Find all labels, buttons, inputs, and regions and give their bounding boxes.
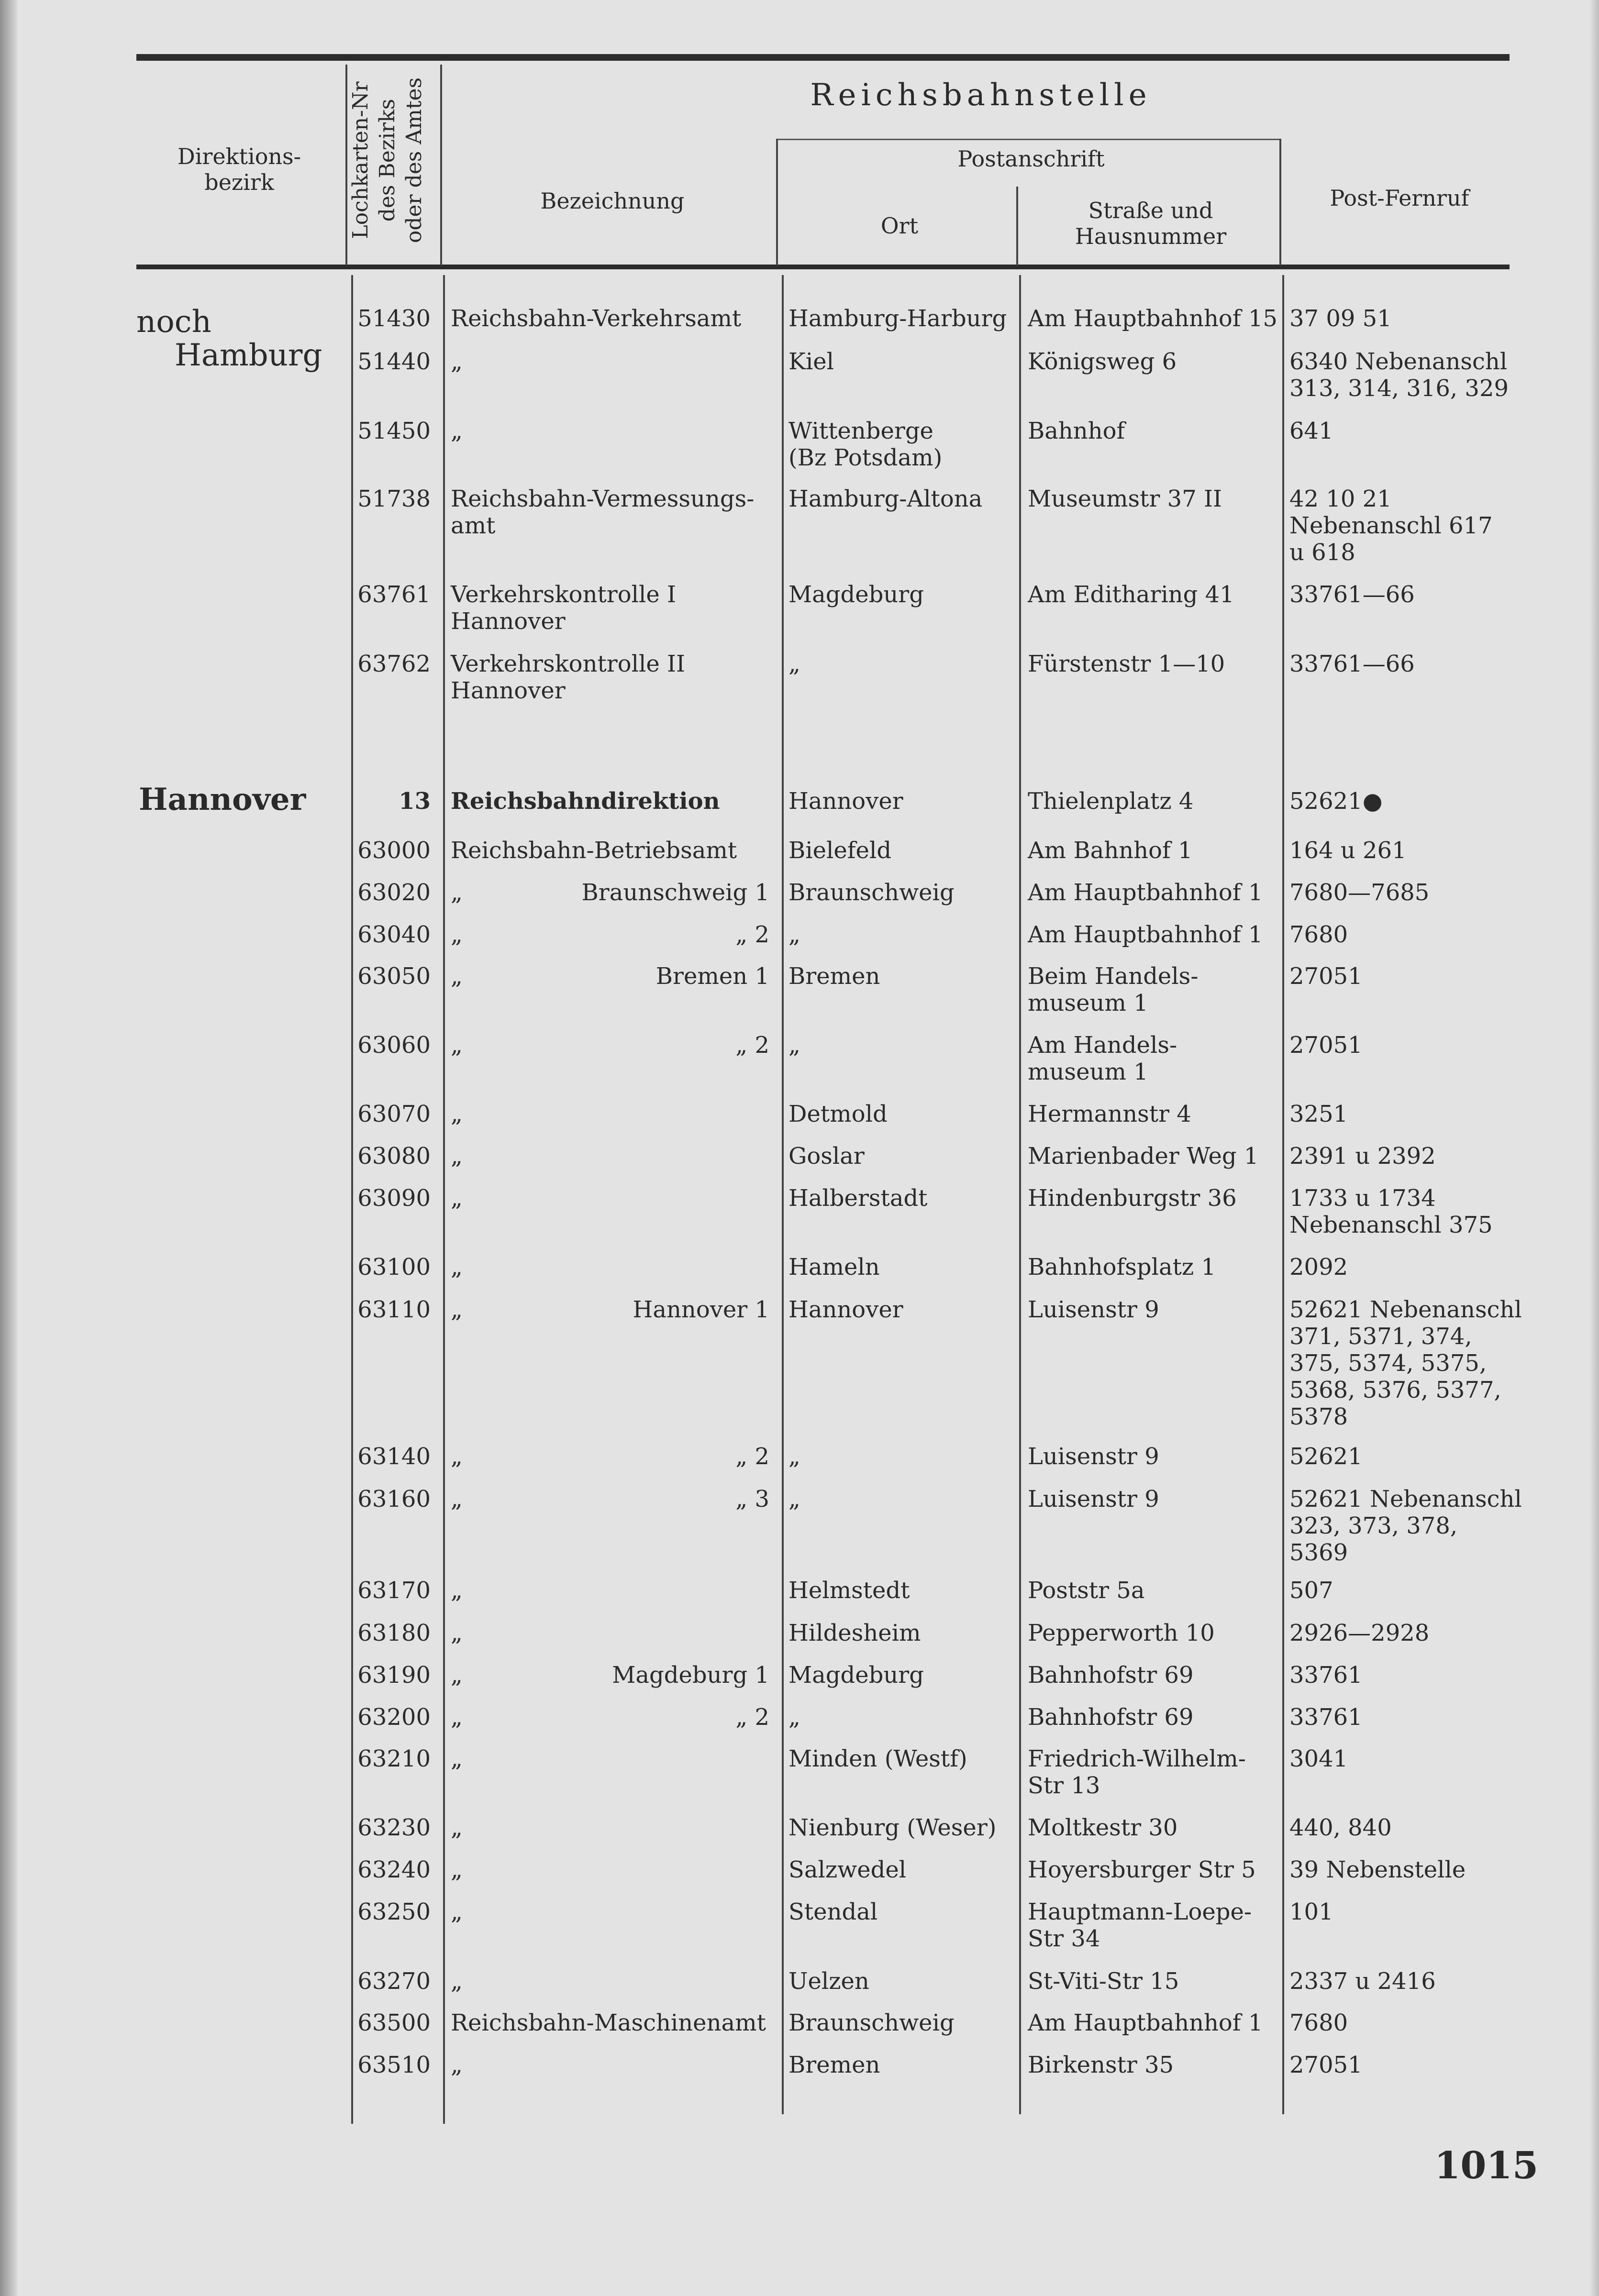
bezeichnung-zusatz: „ 2 bbox=[735, 1704, 769, 1731]
bezeichnung: „ bbox=[451, 1254, 463, 1280]
strasse: Luisenstr 9 bbox=[1028, 1486, 1159, 1512]
header-bezeichnung: Bezeichnung bbox=[540, 188, 685, 214]
ort: Magdeburg bbox=[788, 1662, 924, 1689]
bezeichnung-zusatz: „ 3 bbox=[735, 1486, 769, 1512]
bezeichnung: „ bbox=[451, 2052, 463, 2078]
lochkarten-nr: 63060 bbox=[357, 1032, 431, 1059]
lochkarten-nr: 51738 bbox=[357, 486, 431, 512]
header-bottom-rule bbox=[136, 265, 1510, 269]
lochkarten-nr: 51440 bbox=[357, 348, 431, 375]
strasse: Hermannstr 4 bbox=[1028, 1101, 1191, 1127]
lochkarten-nr: 63761 bbox=[357, 581, 431, 608]
fernruf: 2092 bbox=[1289, 1254, 1348, 1280]
page-binding-shadow bbox=[0, 0, 17, 2296]
bezeichnung: „ bbox=[451, 879, 463, 906]
bezeichnung: „ bbox=[451, 963, 463, 990]
column-rule bbox=[443, 275, 445, 2124]
table-title: Reichsbahnstelle bbox=[810, 77, 1152, 113]
strasse: Bahnhof bbox=[1028, 418, 1125, 444]
lochkarten-nr: 63180 bbox=[357, 1620, 431, 1646]
strasse: Moltkestr 30 bbox=[1028, 1814, 1178, 1841]
lochkarten-nr: 63200 bbox=[357, 1704, 431, 1731]
strasse: Thielenplatz 4 bbox=[1028, 788, 1194, 815]
strasse: Marienbader Weg 1 bbox=[1028, 1143, 1259, 1170]
ort: „ bbox=[788, 921, 800, 948]
strasse: Bahnhofstr 69 bbox=[1028, 1662, 1194, 1689]
fernruf: 3041 bbox=[1289, 1745, 1348, 1772]
strasse: Bahnhofsplatz 1 bbox=[1028, 1254, 1216, 1280]
bezeichnung: „ bbox=[451, 1101, 463, 1127]
lochkarten-nr: 63230 bbox=[357, 1814, 431, 1841]
lochkarten-nr: 63110 bbox=[357, 1296, 431, 1323]
section-label: noch bbox=[136, 304, 211, 340]
ort: Hildesheim bbox=[788, 1620, 921, 1646]
bezeichnung: „ bbox=[451, 1899, 463, 1925]
header-vrule bbox=[776, 139, 778, 265]
bezeichnung: „ bbox=[451, 1143, 463, 1170]
lochkarten-nr: 51450 bbox=[357, 418, 431, 444]
fernruf: 164 u 261 bbox=[1289, 837, 1407, 864]
ort: „ bbox=[788, 651, 800, 677]
page-number: 1015 bbox=[1434, 2144, 1539, 2187]
top-rule bbox=[136, 54, 1510, 61]
strasse: Luisenstr 9 bbox=[1028, 1443, 1159, 1470]
lochkarten-nr: 63040 bbox=[357, 921, 431, 948]
bezeichnung: „ bbox=[451, 1486, 463, 1512]
bezeichnung: „ bbox=[451, 921, 463, 948]
fernruf: 440, 840 bbox=[1289, 1814, 1392, 1841]
lochkarten-nr: 63100 bbox=[357, 1254, 431, 1280]
strasse: Hoyersburger Str 5 bbox=[1028, 1856, 1256, 1883]
bezeichnung: „ bbox=[451, 1662, 463, 1689]
fernruf: 7680 bbox=[1289, 921, 1348, 948]
strasse: Am Handels- museum 1 bbox=[1028, 1032, 1177, 1085]
ort: Detmold bbox=[788, 1101, 888, 1127]
fernruf: 2926—2928 bbox=[1289, 1620, 1430, 1646]
bezeichnung: „ bbox=[451, 1620, 463, 1646]
ort: Hameln bbox=[788, 1254, 880, 1280]
bezeichnung: Reichsbahn-Verkehrsamt bbox=[451, 305, 742, 332]
lochkarten-nr: 13 bbox=[399, 788, 431, 815]
lochkarten-nr: 63510 bbox=[357, 2052, 431, 2078]
strasse: Am Hauptbahnhof 1 bbox=[1028, 2009, 1263, 2036]
bezeichnung-zusatz: Braunschweig 1 bbox=[581, 879, 769, 906]
strasse: Luisenstr 9 bbox=[1028, 1296, 1159, 1323]
ort: Braunschweig bbox=[788, 879, 955, 906]
lochkarten-nr: 63070 bbox=[357, 1101, 431, 1127]
bezeichnung: „ bbox=[451, 1745, 463, 1772]
ort: Uelzen bbox=[788, 1968, 869, 1995]
strasse: Hauptmann-Loepe- Str 34 bbox=[1028, 1899, 1252, 1952]
lochkarten-nr: 63020 bbox=[357, 879, 431, 906]
bezeichnung-zusatz: Hannover 1 bbox=[633, 1296, 769, 1323]
fernruf: 52621● bbox=[1289, 788, 1383, 815]
fernruf: 101 bbox=[1289, 1899, 1333, 1925]
ort: „ bbox=[788, 1443, 800, 1470]
ort: Bremen bbox=[788, 963, 880, 990]
lochkarten-nr: 63500 bbox=[357, 2009, 431, 2036]
fernruf: 27051 bbox=[1289, 963, 1363, 990]
header-postanschrift: Postanschrift bbox=[957, 146, 1105, 172]
fernruf: 7680 bbox=[1289, 2009, 1348, 2036]
header-strasse: Straße und Hausnummer bbox=[1075, 198, 1227, 249]
column-rule bbox=[782, 275, 784, 2114]
fernruf: 37 09 51 bbox=[1289, 305, 1392, 332]
fernruf: 52621 Nebenanschl 323, 373, 378, 5369 bbox=[1289, 1486, 1522, 1566]
lochkarten-nr: 63080 bbox=[357, 1143, 431, 1170]
fernruf: 1733 u 1734 Nebenanschl 375 bbox=[1289, 1185, 1493, 1238]
fernruf: 33761 bbox=[1289, 1704, 1363, 1731]
header-vrule bbox=[440, 65, 442, 265]
fernruf: 33761—66 bbox=[1289, 581, 1415, 608]
lochkarten-nr: 63210 bbox=[357, 1745, 431, 1772]
section-label: Hamburg bbox=[175, 338, 322, 373]
fernruf: 52621 Nebenanschl 371, 5371, 374, 375, 5374, 5375, 5368, 5376, 5377, 5378 bbox=[1289, 1296, 1522, 1430]
lochkarten-nr: 63762 bbox=[357, 651, 431, 677]
bezeichnung: „ bbox=[451, 1814, 463, 1841]
bezeichnung: „ bbox=[451, 1577, 463, 1604]
bezeichnung: Reichsbahn-Betriebsamt bbox=[451, 837, 737, 864]
header-fernruf: Post-Fernruf bbox=[1330, 185, 1469, 211]
lochkarten-nr: 63240 bbox=[357, 1856, 431, 1883]
ort: Hamburg-Harburg bbox=[788, 305, 1007, 332]
strasse: Bahnhofstr 69 bbox=[1028, 1704, 1194, 1731]
fernruf: 7680—7685 bbox=[1289, 879, 1430, 906]
ort: Stendal bbox=[788, 1899, 878, 1925]
fernruf: 6340 Nebenanschl 313, 314, 316, 329 bbox=[1289, 348, 1509, 402]
ort: Wittenberge (Bz Potsdam) bbox=[788, 418, 943, 471]
fernruf: 507 bbox=[1289, 1577, 1333, 1604]
bezeichnung: Verkehrskontrolle II Hannover bbox=[451, 651, 685, 704]
section-label: Hannover bbox=[139, 782, 306, 817]
fernruf: 2391 u 2392 bbox=[1289, 1143, 1436, 1170]
strasse: Fürstenstr 1—10 bbox=[1028, 651, 1225, 677]
strasse: Am Hauptbahnhof 15 bbox=[1028, 305, 1277, 332]
strasse: Museumstr 37 II bbox=[1028, 486, 1222, 512]
fernruf: 641 bbox=[1289, 418, 1333, 444]
fernruf: 2337 u 2416 bbox=[1289, 1968, 1436, 1995]
strasse: Pepperworth 10 bbox=[1028, 1620, 1215, 1646]
bezeichnung-zusatz: Bremen 1 bbox=[655, 963, 769, 990]
ort: Helmstedt bbox=[788, 1577, 910, 1604]
ort: Nienburg (Weser) bbox=[788, 1814, 997, 1841]
strasse: Am Hauptbahnhof 1 bbox=[1028, 879, 1263, 906]
bezeichnung-zusatz: „ 2 bbox=[735, 1443, 769, 1470]
lochkarten-nr: 63270 bbox=[357, 1968, 431, 1995]
ort: „ bbox=[788, 1486, 800, 1512]
ort: Hannover bbox=[788, 788, 903, 815]
ort: Braunschweig bbox=[788, 2009, 955, 2036]
lochkarten-nr: 63190 bbox=[357, 1662, 431, 1689]
header-direktionsbezirk: Direktions- bezirk bbox=[177, 144, 301, 195]
ort: Kiel bbox=[788, 348, 834, 375]
bezeichnung: Reichsbahn-Maschinenamt bbox=[451, 2009, 766, 2036]
ort: Magdeburg bbox=[788, 581, 924, 608]
column-rule bbox=[1019, 275, 1021, 2114]
ort: Hamburg-Altona bbox=[788, 486, 983, 512]
lochkarten-nr: 63000 bbox=[357, 837, 431, 864]
bezeichnung: „ bbox=[451, 1968, 463, 1995]
bezeichnung: Reichsbahndirektion bbox=[451, 788, 720, 815]
ort: Goslar bbox=[788, 1143, 865, 1170]
lochkarten-nr: 63140 bbox=[357, 1443, 431, 1470]
page-edge-shadow bbox=[1589, 0, 1599, 2296]
bezeichnung: „ bbox=[451, 1296, 463, 1323]
column-rule bbox=[1282, 275, 1284, 2114]
strasse: Am Bahnhof 1 bbox=[1028, 837, 1193, 864]
strasse: Beim Handels- museum 1 bbox=[1028, 963, 1199, 1016]
bezeichnung: Reichsbahn-Vermessungs- amt bbox=[451, 486, 755, 539]
strasse: Am Editharing 41 bbox=[1028, 581, 1234, 608]
header-lochkarten-nr: Lochkarten-Nr des Bezirks oder des Amtes bbox=[348, 77, 426, 243]
ort: „ bbox=[788, 1704, 800, 1731]
fernruf: 39 Nebenstelle bbox=[1289, 1856, 1466, 1883]
bezeichnung-zusatz: Magdeburg 1 bbox=[612, 1662, 769, 1689]
bezeichnung: „ bbox=[451, 1032, 463, 1059]
bezeichnung: „ bbox=[451, 1185, 463, 1212]
strasse: Birkenstr 35 bbox=[1028, 2052, 1174, 2078]
ort: „ bbox=[788, 1032, 800, 1059]
column-rule bbox=[351, 275, 353, 2124]
bezeichnung: Verkehrskontrolle I Hannover bbox=[451, 581, 676, 635]
strasse: Hindenburgstr 36 bbox=[1028, 1185, 1237, 1212]
lochkarten-nr: 63050 bbox=[357, 963, 431, 990]
strasse: St-Viti-Str 15 bbox=[1028, 1968, 1179, 1995]
bezeichnung-zusatz: „ 2 bbox=[735, 1032, 769, 1059]
fernruf: 3251 bbox=[1289, 1101, 1348, 1127]
strasse: Königsweg 6 bbox=[1028, 348, 1177, 375]
strasse: Poststr 5a bbox=[1028, 1577, 1145, 1604]
header-ort: Ort bbox=[880, 213, 919, 239]
bezeichnung: „ bbox=[451, 1443, 463, 1470]
strasse: Am Hauptbahnhof 1 bbox=[1028, 921, 1263, 948]
fernruf: 33761 bbox=[1289, 1662, 1363, 1689]
ort: Hannover bbox=[788, 1296, 903, 1323]
ort: Salzwedel bbox=[788, 1856, 907, 1883]
lochkarten-nr: 63170 bbox=[357, 1577, 431, 1604]
lochkarten-nr: 63250 bbox=[357, 1899, 431, 1925]
ort: Bielefeld bbox=[788, 837, 892, 864]
lochkarten-nr: 63160 bbox=[357, 1486, 431, 1512]
fernruf: 27051 bbox=[1289, 1032, 1363, 1059]
bezeichnung-zusatz: „ 2 bbox=[735, 921, 769, 948]
strasse: Friedrich-Wilhelm- Str 13 bbox=[1028, 1745, 1246, 1799]
header-vrule bbox=[1016, 187, 1018, 265]
fernruf: 27051 bbox=[1289, 2052, 1363, 2078]
fernruf: 42 10 21 Nebenanschl 617 u 618 bbox=[1289, 486, 1493, 566]
bezeichnung: „ bbox=[451, 418, 463, 444]
bezeichnung: „ bbox=[451, 348, 463, 375]
ort: Minden (Westf) bbox=[788, 1745, 967, 1772]
bezeichnung: „ bbox=[451, 1856, 463, 1883]
ort: Halberstadt bbox=[788, 1185, 928, 1212]
lochkarten-nr: 51430 bbox=[357, 305, 431, 332]
lochkarten-nr: 63090 bbox=[357, 1185, 431, 1212]
ort: Bremen bbox=[788, 2052, 880, 2078]
fernruf: 33761—66 bbox=[1289, 651, 1415, 677]
header-sub-rule bbox=[776, 139, 1281, 140]
header-vrule bbox=[1279, 139, 1281, 265]
fernruf: 52621 bbox=[1289, 1443, 1363, 1470]
bezeichnung: „ bbox=[451, 1704, 463, 1731]
